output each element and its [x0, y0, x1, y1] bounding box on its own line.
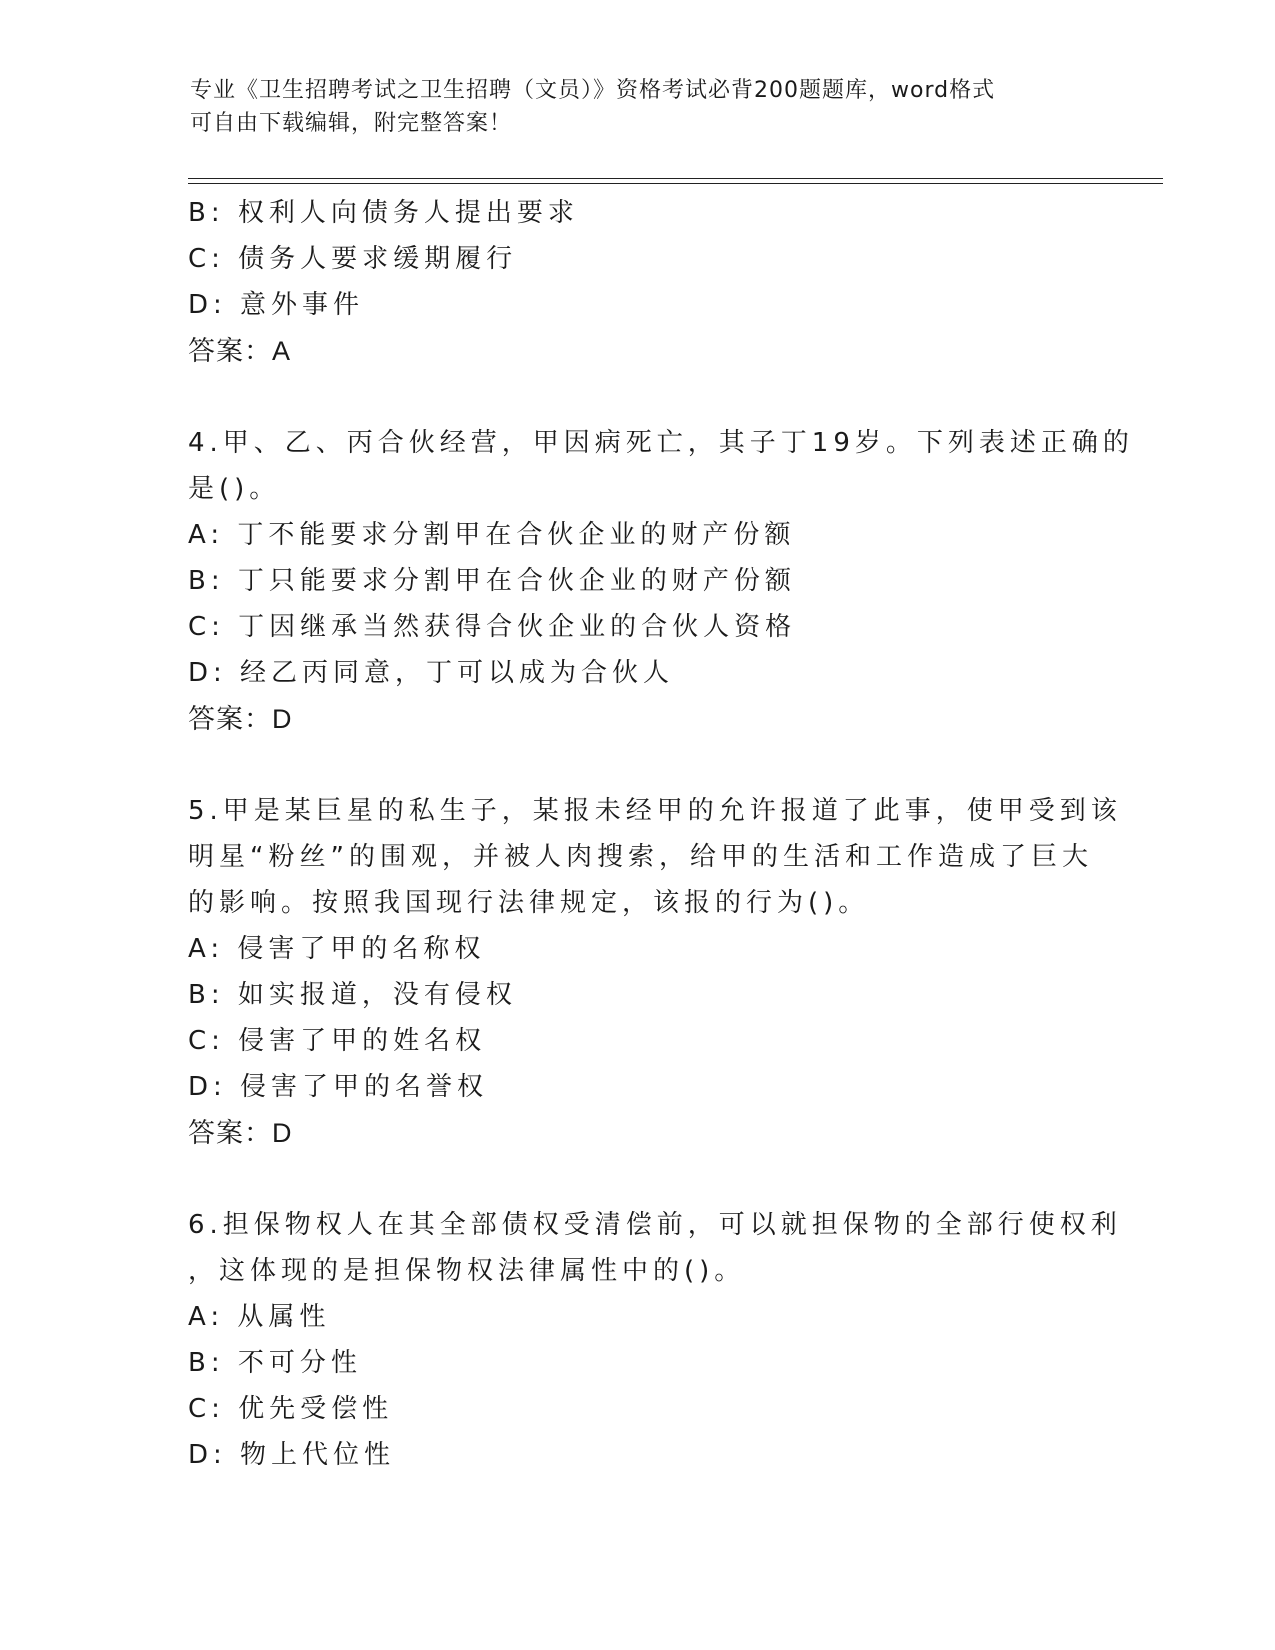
q4-option-d: D: 经乙丙同意，丁可以成为合伙人: [188, 658, 675, 688]
header-divider-bottom: [188, 183, 1163, 184]
q3-answer: 答案：A: [188, 336, 292, 366]
q6-stem-line2: ，这体现的是担保物权法律属性中的()。: [188, 1256, 746, 1286]
header-title-line1: 专业《卫生招聘考试之卫生招聘（文员）》资格考试必背200题题库，word格式: [190, 78, 996, 103]
q3-option-d: D: 意外事件: [188, 290, 365, 320]
question-6: [188, 1202, 1122, 1478]
spacer: [188, 1156, 1088, 1202]
question-4: [188, 420, 1134, 742]
q5-stem-line1: 5.甲是某巨星的私生子，某报未经甲的允许报道了此事，使甲受到该: [188, 796, 1122, 826]
q4-option-b: B: 丁只能要求分割甲在合伙企业的财产份额: [188, 566, 796, 596]
q5-stem-line2: 明星“粉丝”的围观，并被人肉搜索，给甲的生活和工作造成了巨大: [188, 842, 1093, 872]
q4-stem-line1: 4.甲、乙、丙合伙经营，甲因病死亡，其子丁19岁。下列表述正确的: [188, 428, 1134, 458]
q5-answer: 答案：D: [188, 1118, 293, 1148]
document-header: [190, 74, 1090, 140]
q5-option-b: B: 如实报道，没有侵权: [188, 980, 517, 1010]
q4-option-a: A: 丁不能要求分割甲在合伙企业的财产份额: [188, 520, 796, 550]
q6-option-d: D: 物上代位性: [188, 1440, 396, 1470]
q3-option-b: B: 权利人向债务人提出要求: [188, 198, 579, 228]
q3-option-c: C: 债务人要求缓期履行: [188, 244, 518, 274]
q5-option-d: D: 侵害了甲的名誉权: [188, 1072, 489, 1102]
question-list: [188, 190, 1134, 1478]
question-3: [188, 190, 1088, 374]
header-title-line2: 可自由下载编辑，附完整答案！: [190, 111, 513, 136]
q6-option-c: C: 优先受偿性: [188, 1394, 394, 1424]
q6-stem-line1: 6.担保物权人在其全部债权受清偿前，可以就担保物的全部行使权利: [188, 1210, 1122, 1240]
spacer: [188, 374, 1088, 420]
q4-option-c: C: 丁因继承当然获得合伙企业的合伙人资格: [188, 612, 797, 642]
q5-option-a: A: 侵害了甲的名称权: [188, 934, 486, 964]
q4-stem-line2: 是()。: [188, 474, 281, 504]
question-5: [188, 788, 1122, 1156]
q4-answer: 答案：D: [188, 704, 293, 734]
q6-option-a: A: 从属性: [188, 1302, 331, 1332]
q6-option-b: B: 不可分性: [188, 1348, 362, 1378]
q5-stem-line3: 的影响。按照我国现行法律规定，该报的行为()。: [188, 888, 870, 918]
q5-option-c: C: 侵害了甲的姓名权: [188, 1026, 487, 1056]
spacer: [188, 742, 1088, 788]
header-divider-top: [188, 178, 1163, 179]
